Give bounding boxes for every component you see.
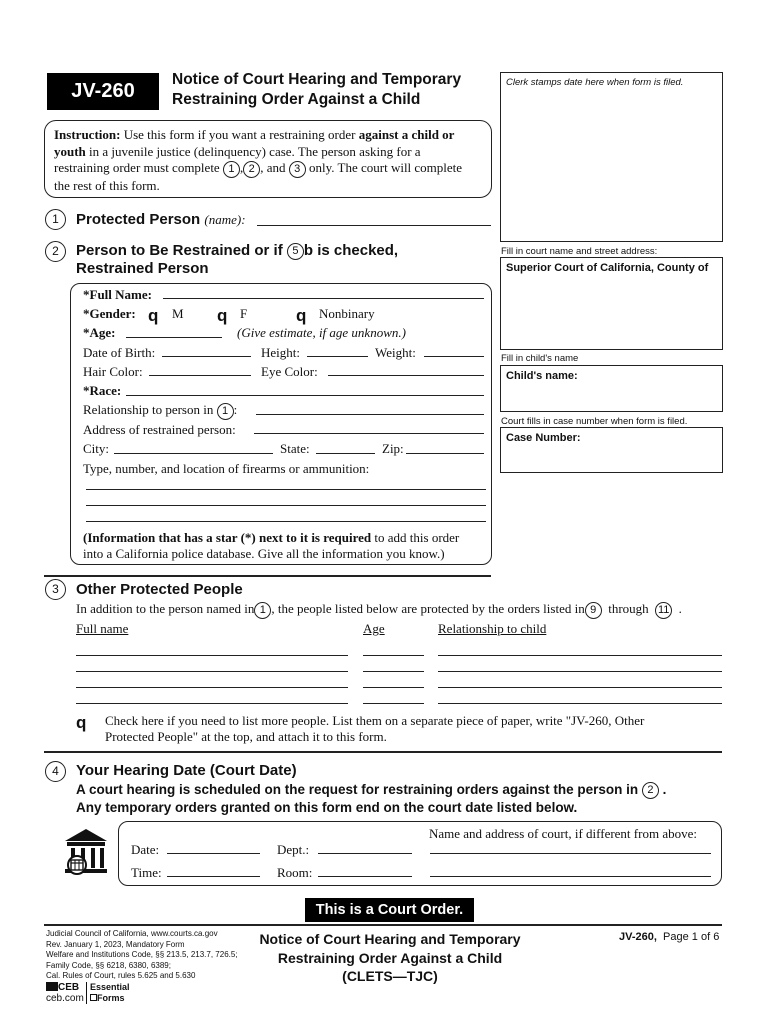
race-field[interactable] [126,395,484,396]
footer-form-number: JV-260, [619,931,657,943]
height-label: Height: [261,345,300,360]
footer-title [240,930,540,986]
case-hint: Court fills in case number when form is filed. [501,416,688,427]
section-3-intro-text: , the people listed below are protected by the orders listed in [271,601,585,616]
form-number-badge [47,73,159,110]
other-person-relationship-field[interactable] [438,687,722,688]
form-title-line1: Notice of Court Hearing and Temporary [172,71,462,88]
time-label: Time: [131,865,162,880]
courthouse-icon [61,827,111,879]
more-people-text: Protected People" at the top, and attach it to this form. [105,729,387,744]
more-people-text: Check here if you need to list more people. List them on a separate piece of paper, write "JV-260, Other [105,713,645,728]
section-2-title: Person to Be Restrained or if [76,242,283,259]
instruction-text: , and [260,160,286,175]
essential-text: Essential [90,982,130,992]
dept-label: Dept.: [277,842,310,857]
age-hint: (Give estimate, if age unknown.) [237,325,406,340]
footer-title-line: (CLETS—TJC) [342,968,438,984]
section-3-intro [76,601,682,619]
section-4-heading: Your Hearing Date (Court Date) [76,762,297,779]
state-label: State: [280,441,310,456]
page-number: Page 1 of 6 [663,931,720,943]
address-label: Address of restrained person: [83,422,236,437]
other-person-age-field[interactable] [363,687,424,688]
footer-citation-line: Cal. Rules of Court, rules 5.625 and 5.630 [46,971,196,980]
hair-color-label: Hair Color: [83,364,143,379]
court-order-text: This is a Court Order. [315,902,464,918]
ceb-logo-mark [46,982,58,991]
footer-rule [44,924,722,926]
firearms-field-line[interactable] [86,489,486,490]
hair-color-field[interactable] [149,375,251,376]
more-people-note [105,713,720,745]
eye-color-label: Eye Color: [261,364,318,379]
ceb-logo [46,982,84,1004]
gender-nonbinary-label: Nonbinary [319,306,375,321]
essential-forms-logo [90,982,130,1004]
footer-title-line: Restraining Order Against a Child [277,949,503,966]
age-field[interactable] [126,337,222,338]
other-person-age-field[interactable] [363,671,424,672]
other-person-age-field[interactable] [363,703,424,704]
instruction-bold: youth [54,143,86,159]
instruction-text: only. The court will complete [308,160,463,175]
section-1-heading [76,211,246,228]
case-number-label: Case Number: [506,432,581,444]
weight-field[interactable] [424,356,484,357]
ref-circle-9: 9 [585,602,602,619]
court-address-label: Name and address of court, if different from above: [429,826,697,841]
relationship-text: : [233,402,238,417]
court-address-field[interactable] [430,876,711,877]
clerk-stamp-box [500,72,723,242]
date-label: Date: [131,842,160,857]
other-person-age-field[interactable] [363,655,424,656]
firearms-field-line[interactable] [86,505,486,506]
required-note-text: into a California police database. Give all the information you know.) [83,546,445,561]
other-person-relationship-field[interactable] [438,655,722,656]
section-1-title: Protected Person [76,211,201,228]
more-people-checkbox[interactable]: q [76,713,87,732]
section-1-number: 1 [45,209,66,230]
other-person-name-field[interactable] [76,703,348,704]
city-field[interactable] [114,453,273,454]
child-name-label: Child's name: [506,370,578,382]
weight-label: Weight: [375,345,416,360]
section-2-heading [76,242,398,278]
court-name-box[interactable] [500,257,723,350]
form-title [172,70,492,110]
section-3-intro-text: . [678,601,682,616]
section-3-number: 3 [45,579,66,600]
gender-label: *Gender: [83,306,136,321]
page-indicator [619,931,719,943]
height-field[interactable] [307,356,368,357]
hearing-notice-text: A court hearing is scheduled on the request for restraining orders against the person in [76,782,639,797]
col-age: Age [363,621,385,636]
court-address-field[interactable] [430,853,711,854]
form-number: JV-260 [71,80,135,102]
zip-field[interactable] [406,453,484,454]
child-hint: Fill in child's name [501,353,579,364]
footer-citation-line: Welfare and Institutions Code, §§ 213.5, 213.7, 726.5; [46,950,238,959]
ceb-logo-text: CEB [58,982,80,993]
eye-color-field[interactable] [328,375,484,376]
footer-citation-line: Rev. January 1, 2023, Mandatory Form [46,939,185,949]
section-divider [44,751,722,753]
other-person-name-field[interactable] [76,671,348,672]
section-2-number: 2 [45,241,66,262]
instruction-label: Instruction: [54,127,121,142]
ceb-site: ceb.com [46,993,84,1004]
required-note [83,530,488,562]
gender-nonbinary-checkbox[interactable]: q [296,306,307,325]
other-person-relationship-field[interactable] [438,671,722,672]
relationship-label [83,402,237,420]
forms-text: Forms [97,993,125,1003]
protected-person-name-field[interactable] [257,225,491,226]
full-name-field[interactable] [163,298,484,299]
ref-circle-1: 1 [217,403,234,420]
address-field[interactable] [254,433,484,434]
city-label: City: [83,441,110,456]
ref-circle-1: 1 [223,161,240,178]
hearing-notice [76,781,726,816]
relationship-text: Relationship to person in [83,402,214,417]
child-name-box[interactable] [500,365,723,412]
section-3-intro-text: through [608,601,649,616]
instruction-text: in a juvenile justice (delinquency) case. The person asking for a [89,143,421,159]
required-note-bold: (Information that has a star (*) next to it is required [83,530,372,545]
gender-m-checkbox[interactable]: q [148,306,159,325]
section-3-intro-text: In addition to the person named in [76,601,255,616]
col-full-name: Full name [76,621,129,636]
instruction-text: the rest of this form. [54,177,160,193]
dob-label: Date of Birth: [83,345,156,360]
case-number-box[interactable] [500,427,723,473]
section-2-title-line2: Restrained Person [76,260,209,277]
logo-divider [86,982,87,1004]
instruction-bold: against a child or [358,127,455,142]
ref-circle-1: 1 [254,602,271,619]
age-label: *Age: [83,325,116,340]
room-label: Room: [277,865,313,880]
clerk-stamp-note: Clerk stamps date here when form is filed. [506,77,684,88]
section-4-number: 4 [45,761,66,782]
gender-f-checkbox[interactable]: q [217,306,228,325]
form-title-line2: Restraining Order Against a Child [172,91,421,108]
firearms-label: Type, number, and location of firearms or ammunition: [83,461,370,476]
zip-label: Zip: [382,441,404,456]
gender-f-label: F [240,306,248,321]
hearing-time-field[interactable] [167,876,260,877]
ref-circle-5: 5 [287,243,304,260]
court-hint: Fill in court name and street address: [501,246,658,257]
ref-circle-11: 11 [655,602,672,619]
other-person-relationship-field[interactable] [438,703,722,704]
instruction-text: Use this form if you want a restraining order [123,127,356,142]
hearing-dept-field[interactable] [318,853,412,854]
firearms-field-line[interactable] [86,521,486,522]
footer-title-line: Notice of Court Hearing and Temporary [259,931,521,947]
other-person-name-field[interactable] [76,655,348,656]
instruction-text: restraining order must complete [54,160,220,175]
footer-citation-line: Judicial Council of California, www.courts.ca.gov [46,929,218,938]
essential-forms-icon [90,994,97,1001]
full-name-label: *Full Name: [83,287,152,302]
court-name-label: Superior Court of California, County of [506,262,709,274]
ref-circle-2: 2 [243,161,260,178]
race-label: *Race: [83,383,122,398]
relationship-field[interactable] [256,414,484,415]
col-relationship: Relationship to child [438,621,547,636]
hearing-room-field[interactable] [318,876,412,877]
court-order-banner [305,898,474,922]
state-field[interactable] [316,453,375,454]
ref-circle-3: 3 [289,161,306,178]
dob-field[interactable] [162,356,251,357]
instruction-box [44,120,492,198]
section-1-sub: (name): [204,212,246,227]
footer-citation-line: Family Code, §§ 6218, 6380, 6389; [46,960,171,970]
other-person-name-field[interactable] [76,687,348,688]
required-note-text: to add this order [374,530,460,545]
instruction-text: , [239,160,244,175]
hearing-notice-text: Any temporary orders granted on this form end on the court date listed below. [76,799,578,815]
gender-m-label: M [172,306,184,321]
footer-citations [46,929,238,982]
section-2-title: b is checked, [303,242,399,259]
ref-circle-2: 2 [642,782,659,799]
section-divider [44,575,491,577]
hearing-notice-text: . [662,782,667,797]
hearing-date-field[interactable] [167,853,260,854]
section-3-heading: Other Protected People [76,581,243,598]
